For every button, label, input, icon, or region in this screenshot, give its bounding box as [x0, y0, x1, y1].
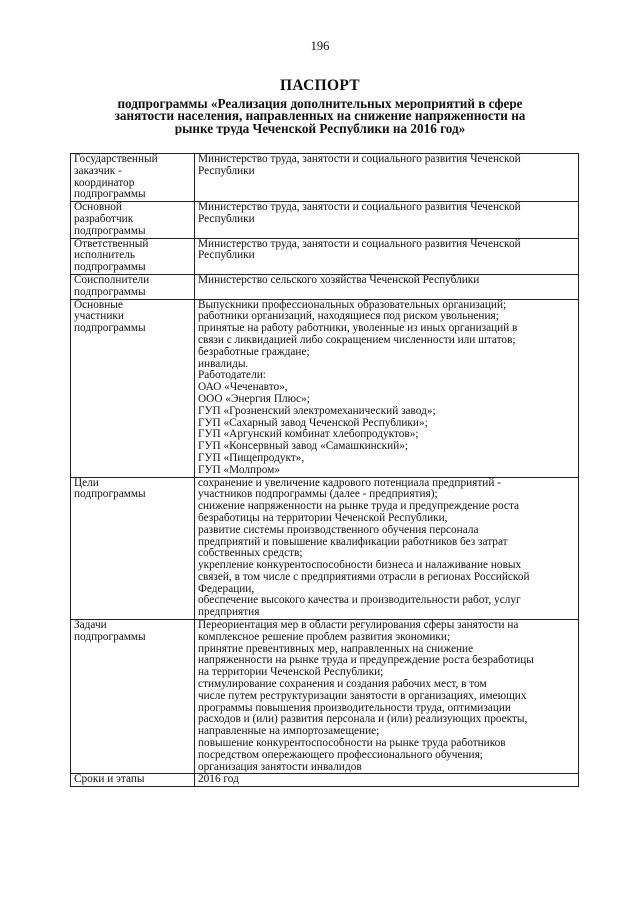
- row-label-cell: [71, 477, 195, 620]
- row-value-line: снижение напряженности на рынке труда и предупреждение роста: [198, 501, 520, 513]
- row-value-line: ГУП «Пищепродукт»,: [198, 452, 305, 464]
- passport-row: [71, 774, 579, 787]
- row-value-line: связи с ликвидацией либо сокращением численности или штатов;: [198, 334, 516, 346]
- subtitle-line: подпрограммы «Реализация дополнительных мероприятий в сфере: [117, 98, 523, 111]
- row-value-line: числе путем реструктуризации занятости в организациях, имеющих: [198, 690, 527, 702]
- row-label-cell: [71, 154, 195, 202]
- row-value-line: ГУП «Молпром»: [198, 464, 280, 476]
- row-value-cell: [195, 774, 579, 787]
- row-value-line: Министерство труда, занятости и социального развития Чеченской: [198, 238, 521, 250]
- row-label-line: подпрограммы: [74, 323, 146, 335]
- row-label-cell: [71, 274, 195, 299]
- row-value-line: Федерации,: [198, 583, 255, 595]
- passport-row: [71, 274, 579, 299]
- row-value-line: собственных средств;: [198, 548, 303, 560]
- document-subtitle: [95, 98, 545, 135]
- row-value-line: направленные на импортозамещение;: [198, 726, 380, 738]
- row-value-line: Республики: [198, 213, 255, 225]
- row-value-line: предприятия: [198, 607, 260, 619]
- row-label-line: подпрограммы: [74, 225, 146, 237]
- row-value-line: Республики: [198, 165, 255, 177]
- row-label-line: разработчик: [74, 213, 134, 225]
- row-label-line: Государственный: [74, 154, 158, 165]
- passport-row: [71, 299, 579, 477]
- row-value-line: инвалиды.: [198, 358, 249, 370]
- row-value-line: сохранение и увеличение кадрового потенциала предприятий -: [198, 477, 501, 489]
- row-value-line: ОАО «Чеченавто»,: [198, 382, 288, 394]
- passport-table: [70, 153, 579, 787]
- row-label-line: исполнитель: [74, 250, 136, 262]
- row-value-line: 2016 год: [198, 774, 239, 786]
- row-value-line: Работодатели:: [198, 370, 266, 382]
- passport-row: [71, 238, 579, 274]
- row-value-line: ГУП «Грозненский электромеханический завод»;: [198, 405, 436, 417]
- row-label-line: Соисполнители: [74, 274, 150, 286]
- row-value-line: ООО «Энергия Плюс»;: [198, 393, 310, 405]
- row-value-line: Республики: [198, 250, 255, 262]
- row-label-line: Ответственный: [74, 238, 149, 250]
- row-label-line: Сроки и этапы: [74, 774, 145, 786]
- subtitle-line: занятости населения, направленных на снижение напряженности на: [114, 110, 526, 123]
- row-value-line: организация занятости инвалидов: [198, 761, 362, 773]
- row-label-cell: [71, 774, 195, 787]
- row-value-line: комплексное решение проблем развития экономики;: [198, 631, 451, 643]
- row-value-line: укрепление конкурентоспособности бизнеса и налаживание новых: [198, 560, 522, 572]
- row-value-line: программы повышения производительности труда, оптимизации: [198, 702, 511, 714]
- row-value-line: напряженности на рынке труда и предупреждение роста безработицы: [198, 655, 534, 667]
- row-label-line: подпрограммы: [74, 631, 146, 643]
- row-label-line: Основной: [74, 202, 122, 214]
- row-value-line: Выпускники профессиональных образовательных организаций;: [198, 299, 507, 311]
- row-value-cell: [195, 154, 579, 202]
- passport-row: [71, 202, 579, 238]
- row-label-line: подпрограммы: [74, 189, 146, 201]
- row-value-line: Министерство сельского хозяйства Чеченской Республики: [198, 274, 480, 286]
- row-label-line: Основные: [74, 299, 123, 311]
- row-label-line: подпрограммы: [74, 286, 146, 298]
- row-value-cell: [195, 274, 579, 299]
- row-value-line: связей, в том числе с предприятиями отрасли в регионах Российской: [198, 571, 530, 583]
- row-value-line: принятие превентивных мер, направленных на снижение: [198, 643, 474, 655]
- row-label-line: Задачи: [74, 620, 107, 632]
- row-value-cell: [195, 202, 579, 238]
- row-label-line: заказчик -: [74, 165, 122, 177]
- row-value-line: ГУП «Аргунский комбинат хлебопродуктов»;: [198, 429, 419, 441]
- row-value-line: Переориентация мер в области регулирования сферы занятости на: [198, 620, 519, 632]
- row-value-line: безработицы на территории Чеченской Республики,: [198, 512, 448, 524]
- row-value-line: обеспечение высокого качества и производительности работ, услуг: [198, 595, 521, 607]
- document-title: ПАСПОРТ: [280, 77, 360, 94]
- passport-row: [71, 154, 579, 202]
- row-value-line: Министерство труда, занятости и социального развития Чеченской: [198, 154, 521, 165]
- row-value-line: участников подпрограммы (далее - предприятия);: [198, 489, 438, 501]
- row-label-cell: [71, 238, 195, 274]
- row-value-line: развитие системы производственного обучения персонала: [198, 524, 479, 536]
- row-value-line: работники организаций, находящиеся под риском увольнения;: [198, 311, 499, 323]
- passport-table-body: [71, 154, 579, 787]
- row-value-line: предприятий и повышение квалификации работников без затрат: [198, 536, 508, 548]
- row-label-line: координатор: [74, 177, 135, 189]
- passport-row: [71, 477, 579, 620]
- row-value-line: ГУП «Сахарный завод Чеченской Республики»;: [198, 417, 428, 429]
- row-label-cell: [71, 620, 195, 774]
- row-label-line: подпрограммы: [74, 489, 146, 501]
- row-label-cell: [71, 299, 195, 477]
- row-label-line: участники: [74, 311, 124, 323]
- row-value-cell: [195, 238, 579, 274]
- row-value-cell: [195, 620, 579, 774]
- row-value-line: посредством опережающего профессионального обучения;: [198, 749, 483, 761]
- row-value-line: расходов и (или) развития персонала и (или) реализующих проекты,: [198, 714, 528, 726]
- row-value-line: на территории Чеченской Республики;: [198, 667, 384, 679]
- page-number: 196: [310, 39, 330, 53]
- subtitle-line: рынке труда Чеченской Республики на 2016 год»: [174, 122, 466, 136]
- row-value-line: ГУП «Консервный завод «Самашкинский»;: [198, 441, 409, 453]
- row-value-line: стимулирование сохранения и создания рабочих мест, в том: [198, 679, 487, 691]
- row-label-line: подпрограммы: [74, 262, 146, 274]
- row-label-cell: [71, 202, 195, 238]
- row-value-cell: [195, 477, 579, 620]
- row-value-cell: [195, 299, 579, 477]
- row-value-line: принятые на работу работники, уволенные из иных организаций в: [198, 323, 518, 335]
- row-value-line: повышение конкурентоспособности на рынке труда работников: [198, 738, 506, 750]
- passport-row: [71, 620, 579, 774]
- row-value-line: Министерство труда, занятости и социального развития Чеченской: [198, 202, 521, 214]
- row-label-line: Цели: [74, 477, 99, 489]
- row-value-line: безработные граждане;: [198, 346, 310, 358]
